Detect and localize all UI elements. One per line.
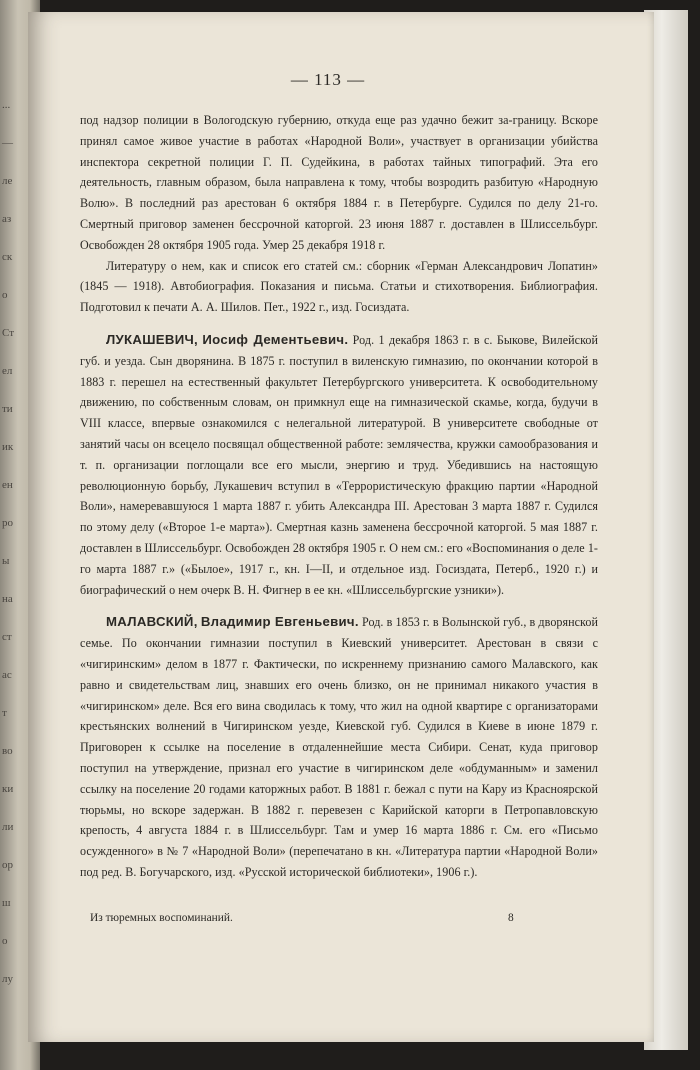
facing-page-fragment: ик [2,441,14,453]
facing-page-fragment: ск [2,251,13,263]
facing-page-fragment: лу [2,973,13,985]
signature-line: Из тюремных воспоминаний. [90,912,233,924]
entry-given-name: Иосиф Дементьевич. [202,331,349,347]
entry-surname: МАЛАВСКИЙ, [106,614,198,630]
page-number: — 113 — [290,70,366,89]
facing-page-fragment: ли [2,821,14,833]
entry-given-name: Владимир Евгеньевич. [200,614,359,630]
facing-page-fragment: ... [2,99,11,111]
entry-surname: ЛУКАШЕВИЧ, [106,331,199,347]
facing-page-fragment: ел [2,365,13,377]
facing-page-fragment: на [2,593,13,605]
facing-page-fragment: во [2,745,13,757]
entry-lukashevich [80,330,598,600]
facing-page-fragment: ор [2,859,13,871]
page-body [80,110,598,883]
entry-text: Род. в 1853 г. в Волынской губ., в дворянской семье. По окончании гимназии поступил в Киевский университет. Арестован в связи с «чигиринским» делом в 1877 г. Фактически, по искреннему признанию самого Малавского, как равно и свидетельствам лиц, знавших его очень близко, он не принимал никакого участия в «чигиринском» деле. Вся его вина сводилась к тому, что жил на одной квартире с организаторами крестьянских волнений в Чигиринском уезде, Киевской губ. Судился в Киеве в июне 1879 г. Приговорен к ссылке на поселение в отдаленнейшие места Сибири. Сенат, куда приговор поступил на утверждение, признал его участие в чигиринском деле «обдуманным» и заменил ссылку на поселение 20 годами каторжных работ. В 1881 г. бежал с пути на Кару из Красноярской тюрьмы, но вскоре задержан. В 1882 г. перевезен с Карийской каторги в Петропавловскую крепость, 4 августа 1884 г. в Шлиссельбург. Там и умер 16 марта 1886 г. См. его «Письмо осужденного» в № 7 «Народной Воли» (перепечатано в кн. «Литература партии «Народной Воли» под ред. В. Богучарского, изд. «Русской исторической библиотеки», 1906 г.). [80,615,598,879]
entry-malavsky [80,612,598,882]
facing-page-fragment: ен [2,479,13,491]
facing-page-fragment: ы [2,555,10,567]
paragraph-lopatin-literature: Литературу о нем, как и список его статей см.: сборник «Герман Александрович Лопатин» (1845 — 1918). Автобиография. Показания и письма. Статьи и стихотворения. Библиография. Подготовил к печати А. А. Шилов. Пет., 1922 г., изд. Госиздата. [80,258,598,315]
facing-page-fragment: о [2,935,8,947]
entry-text: Род. 1 декабря 1863 г. в с. Быкове, Вилейской губ. и уезда. Сын дворянина. В 1875 г. поступил в виленскую гимназию, по окончании которой в 1883 г. перешел на естественный факультет Петербургского университета. К освободительному движению, по собственным словам, он примкнул еще на гимназической скамье, когда, будучи в VIII классе, впервые ознакомился с нелегальной литературой. В университете свободные от занятий часы он всецело посвящал общественной работе: землячества, кружки самообразования и т. п. организации поглощали все его мысли, энергию и труд. Убедившись на настоящую революционную борьбу, Лукашевич вступил в «Террористическую фракцию партии «Народной Воли», намеревавшуюся 1 марта 1887 г. убить Александра III. Арестован 3 марта 1887 г. Судился по этому делу («Второе 1-е марта»). Смертная казнь заменена бессрочной каторгой. 5 мая 1887 г. доставлен в Шлиссельбург. Освобожден 28 октября 1905 г. О нем см.: его «Воспоминания о деле 1-го марта 1887 г.» («Былое», 1917 г., кн. I—II, и отдельное изд. Госиздата, Петерб., 1920 г.) и биографический о нем очерк В. Н. Фигнер в ее кн. «Шлиссельбургские узники»). [80,332,598,597]
facing-page-fragment: о [2,289,8,301]
facing-page-fragment: т [2,707,7,719]
facing-page-fragment: ки [2,783,14,795]
facing-page-fragment: ти [2,403,13,415]
facing-page-fragment: ле [2,175,13,187]
facing-page-fragment: ро [2,517,13,529]
facing-page-fragment: ст [2,631,12,643]
facing-page-fragment: — [2,137,13,149]
facing-page-fragment: Ст [2,327,14,339]
facing-page-fragment: ш [2,897,11,909]
book-page [28,12,654,1042]
facing-page-fragment: аз [2,213,12,225]
sheet-number: 8 [508,912,514,924]
paragraph-lopatin-end: под надзор полиции в Вологодскую губернию, откуда еще раз удачно бежит за-границу. Вскоре принял самое живое участие в работах «Народной Воли», участвует в организации убийства инспектора секретной полиции Г. П. Судейкина, в работах тайных типографий. Эта его деятельность, главным образом, была направлена к тому, чтобы возродить разбитую «Народную Волю». В последний раз арестован 6 октября 1884 г. в Петербурге. Судился по делу 21-го. Смертный приговор заменен бессрочной каторгой. 23 июня 1887 г. доставлен в Шлиссельбург. Освобожден 28 октября 1905 года. Умер 25 декабря 1918 г. [80,113,598,252]
facing-page-fragment: ас [2,669,12,681]
